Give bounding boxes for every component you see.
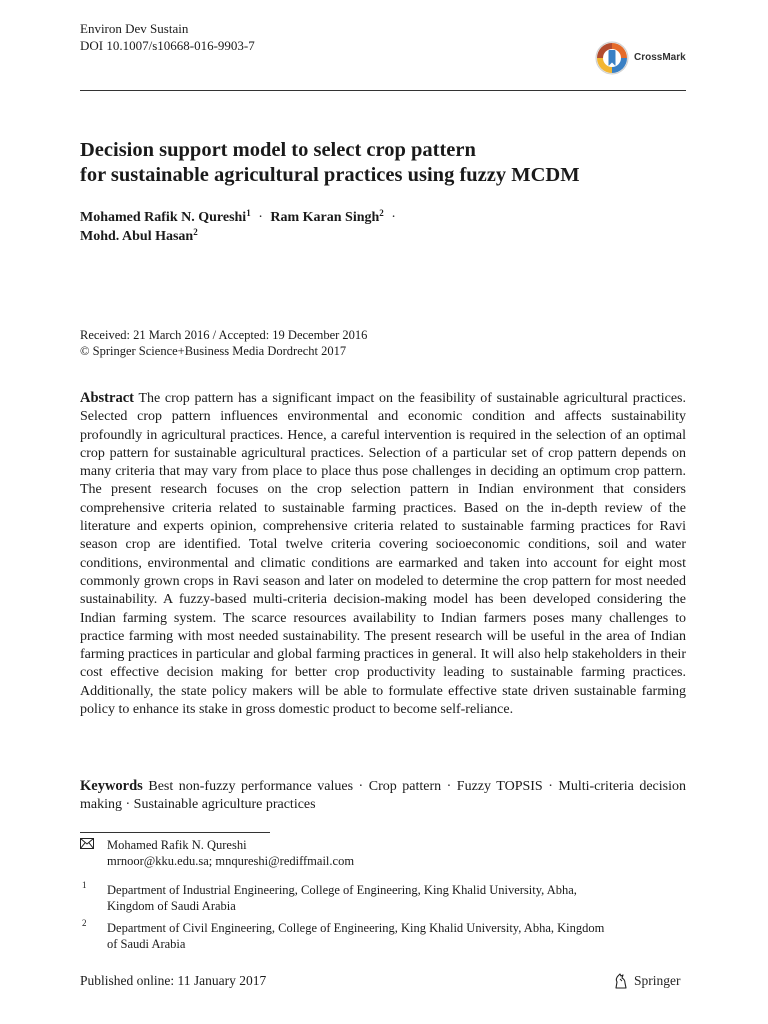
abstract-text: The crop pattern has a significant impact on the feasibility of sustainable agricultural practices. Selected crop pattern influences environmental and economic condition and affects sustainability profoundly in agricultural practices. Hence, a careful intervention is required in the selection of an optimal crop pattern for sustainable agricultural practices. Selection of a particular set of crop pattern depends on many criteria that may vary from place to place thus pose challenges in deciding an optimum crop pattern. The present research focuses on the crop selection pattern in Indian environment that considers comprehensive criteria related to sustainable farming practices. Based on the in-depth review of the literature and experts opinion, comprehensive criteria related to sustainable farming practices for Ravi season crop are identified. Total twelve criteria covering socioeconomic conditions, soil and water conditions, environmental and climatic conditions are earmarked and taken into account for eight most commonly grown crops in Ravi season and later on modeled to determine the crop pattern for most needed sustainability. A fuzzy-based multi-criteria decision-making model has been developed considering the Indian farming system. The scarce resources availability to Indian farmers poses many challenges to practice farming with most needed sustainability. The present research will be useful in the area of Indian farming practices in particular and global farming practices in general. It will also help stakeholders in their cost effective decision making for better crop productivity leading to sustainable farming practices. Additionally, the state policy makers will be able to formulate effective state driven sustainable farming policy to enhance its stake in gross domestic product to become self-reliance.	[80, 391, 687, 718]
author-name[interactable]: Mohd. Abul Hasan	[80, 229, 194, 244]
springer-horse-icon	[612, 972, 630, 990]
author-separator: ·	[258, 210, 263, 225]
author-name[interactable]: Ram Karan Singh	[270, 210, 380, 225]
author-name[interactable]: Mohamed Rafik N. Qureshi	[80, 210, 247, 225]
author-affiliation-mark: 2	[379, 208, 384, 218]
abstract-heading: Abstract	[80, 390, 134, 406]
affiliation-2-line-1: Department of Civil Engineering, College of Engineering, King Khalid University, Abha, Kingdom	[107, 921, 605, 935]
abstract	[80, 389, 686, 719]
keywords-heading: Keywords	[80, 778, 143, 794]
affiliation-2-line-2: of Saudi Arabia	[107, 937, 186, 951]
affiliation-2	[107, 920, 697, 952]
author-affiliation-mark: 2	[193, 227, 198, 237]
crossmark-badge[interactable]	[594, 40, 694, 78]
journal-name: Environ Dev Sustain	[80, 21, 189, 36]
title-line-1: Decision support model to select crop pattern	[80, 139, 476, 161]
correspondence-email[interactable]: mrnoor@kku.edu.sa; mnqureshi@rediffmail.com	[107, 854, 355, 868]
affiliation-1-number: 1	[82, 880, 87, 890]
correspondence-name: Mohamed Rafik N. Qureshi	[107, 838, 247, 852]
publisher-logo[interactable]	[612, 972, 692, 992]
author-affiliation-mark: 1	[246, 208, 251, 218]
crossmark-icon	[594, 40, 630, 76]
affiliation-1-line-1: Department of Industrial Engineering, College of Engineering, King Khalid University, Abha,	[107, 883, 577, 897]
envelope-icon	[80, 838, 94, 849]
affiliation-1-line-2: Kingdom of Saudi Arabia	[107, 899, 236, 913]
title-line-2: for sustainable agricultural practices using fuzzy MCDM	[80, 164, 580, 186]
author-separator: ·	[391, 210, 396, 225]
article-title	[80, 138, 700, 188]
journal-header	[80, 20, 255, 54]
keywords	[80, 777, 686, 815]
footnote-divider	[80, 832, 270, 833]
published-online-date: Published online: 11 January 2017	[80, 973, 267, 988]
affiliation-1	[107, 882, 697, 914]
header-divider	[80, 90, 686, 91]
correspondence	[107, 837, 687, 869]
article-history	[80, 327, 686, 359]
affiliation-2-number: 2	[82, 918, 87, 928]
keywords-text: Best non-fuzzy performance values · Crop pattern · Fuzzy TOPSIS · Multi-criteria decision making · Sustainable agriculture practices	[80, 779, 686, 813]
doi[interactable]: DOI 10.1007/s10668-016-9903-7	[80, 38, 255, 53]
publisher-name: Springer	[634, 973, 681, 988]
author-list	[80, 208, 700, 246]
correspondence-mark	[80, 838, 96, 853]
crossmark-label: CrossMark	[634, 52, 686, 63]
received-accepted-dates: Received: 21 March 2016 / Accepted: 19 December 2016	[80, 328, 368, 342]
copyright-notice: © Springer Science+Business Media Dordrecht 2017	[80, 344, 347, 358]
